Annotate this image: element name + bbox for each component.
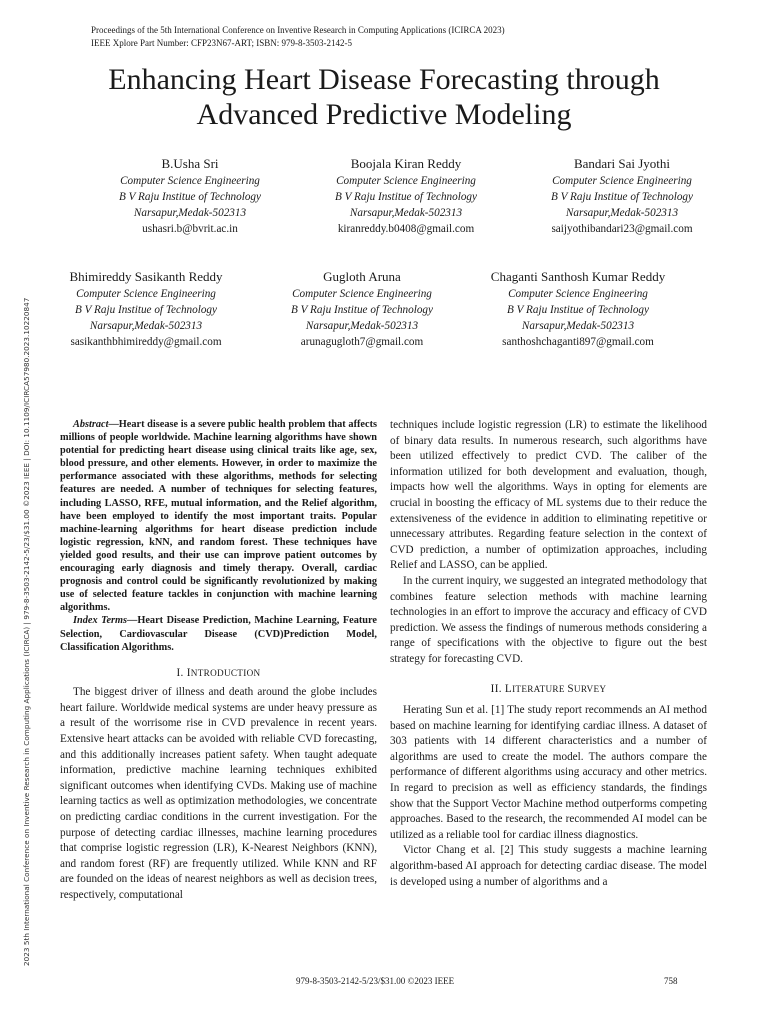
doi-sidebar — [0, 0, 40, 1024]
literature-paragraph: Herating Sun et al. [1] The study report recommends an AI method based on machine learning for identifying cardiac illness. A dataset of 303 patients with 14 different characteristics and a number of algorithms are used to create the model. The authors compare the performance of different algorithms using accuracy and other metrics. In regard to precision as well as efficiency standards, the findings show that the Support Vector Machine method outperforms competing approaches. Based to the research, the recommended AI model can be utilized as a reliable tool for cardiac illness diagnostics. — [390, 704, 707, 841]
introduction-paragraph: The biggest driver of illness and death around the globe includes heart failure. Worldwide medical systems are under heavy pressure as a result of the worrisome rise in CVD prevalence in recent years. Extensive heart attacks can be avoided with reliable CVD forecasting, and this additionally increases patient safety. When taught adequate information, predictive machine learning techniques exhibited significant outcomes when identifying CVDs. Making use of machine learning tactics as well as optimization methodologies, we concentrate on predicting cardiac conditions in the current investigation. For the purpose of detecting cardiac illnesses, machine learning procedures that comprise logistic regression (LR), K-Nearest Neighbors (KNN), and random forest (RF) are frequently utilized. While KNN and RF are founded on the ideas of nearest neighbors as well as decision trees, respectively, computational — [60, 686, 377, 901]
page-number: 758 — [664, 976, 678, 986]
index-terms-text: —Heart Disease Prediction, Machine Learning, Feature Selection, Cardiovascular Disease (CVD)Prediction Model, Classification Algorithms. — [60, 615, 377, 653]
author-block — [470, 268, 686, 350]
author-place: Narsapur,Medak-502313 — [349, 207, 463, 219]
author-institute: B V Raju Institue of Technology — [290, 304, 433, 316]
abstract — [60, 418, 377, 614]
author-email: kiranreddy.b0408@gmail.com — [337, 223, 475, 235]
author-email: santhoshchaganti897@gmail.com — [502, 336, 654, 348]
author-place: Narsapur,Medak-502313 — [305, 320, 419, 332]
author-block — [82, 155, 298, 237]
left-column — [60, 418, 377, 904]
author-dept: Computer Science Engineering — [120, 175, 260, 187]
author-block — [38, 268, 254, 350]
proceedings-line: Proceedings of the 5th International Conference on Inventive Research in Computing Applications (ICIRCA 2023) — [91, 25, 505, 35]
author-institute: B V Raju Institue of Technology — [74, 304, 217, 316]
author-place: Narsapur,Medak-502313 — [521, 320, 635, 332]
author-place: Narsapur,Medak-502313 — [565, 207, 679, 219]
author-dept: Computer Science Engineering — [76, 288, 216, 300]
author-institute: B V Raju Institue of Technology — [118, 191, 261, 203]
author-name: Boojala Kiran Reddy — [350, 156, 462, 171]
ieee-part-line: IEEE Xplore Part Number: CFP23N67-ART; ISBN: 979-8-3503-2142-5 — [91, 38, 352, 48]
authors-row-1 — [0, 155, 768, 237]
author-dept: Computer Science Engineering — [292, 288, 432, 300]
author-institute: B V Raju Institue of Technology — [506, 304, 649, 316]
author-email: arunagugloth7@gmail.com — [300, 336, 424, 348]
authors-row-2 — [0, 268, 768, 350]
author-name: B.Usha Sri — [161, 156, 219, 171]
body-paragraph: techniques include logistic regression (LR) to estimate the likelihood of binary data results. In numerous research, such algorithms have been utilized effectively to predict CVD. The caliber of the information utilized for both development and evaluation, though, impacts how well the algorithms. Ways in opting for elements are crucial in boosting the efficacy of ML systems due to their reduce the extensiveness of the evidence in addition to eliminating repetitive or unnecessary attributes. Regarding feature selection in the context of CVD prediction, a number of optimization approaches, including Relief and LASSO, can be applied. — [390, 419, 707, 572]
author-name: Bhimireddy Sasikanth Reddy — [69, 269, 223, 284]
title-line-2: Advanced Predictive Modeling — [196, 98, 572, 131]
proceedings-header — [91, 24, 505, 50]
author-place: Narsapur,Medak-502313 — [133, 207, 247, 219]
index-terms-lead: Index Terms — [73, 615, 128, 627]
author-email: sasikanthbhimireddy@gmail.com — [70, 336, 222, 348]
body-paragraph: In the current inquiry, we suggested an integrated methodology that combines feature selection methods with machine learning technologies in an effort to improve the accuracy and efficacy of CVD prediction. We assess the findings of numerous methods considering a range of specifications with the objective to figure out the best strategy for forecasting CVD. — [390, 574, 707, 665]
author-dept: Computer Science Engineering — [508, 288, 648, 300]
author-name: Gugloth Aruna — [323, 269, 401, 284]
author-place: Narsapur,Medak-502313 — [89, 320, 203, 332]
literature-paragraph: Victor Chang et al. [2] This study suggests a machine learning algorithm-based AI approach for detecting cardiac disease. The model is developed using a number of algorithms and a — [390, 844, 707, 888]
author-dept: Computer Science Engineering — [552, 175, 692, 187]
abstract-text: —Heart disease is a severe public health problem that affects millions of people worldwide. Machine learning algorithms have shown potential for predicting heart disease using clinical traits like age, sex, blood pressure, and other elements. However, in order to maximize the performance associated with these algorithms, methods for selecting features are needed. A number of techniques for selecting features, including LASSO, RFE, mutual information, and the Relief algorithm, have been employed to identify the most important traits. Popular machine-learning algorithms for heart disease prediction include logistic regression, kNN, and random forest. These techniques have yielded good results, and their use can improve patient outcomes by encouraging early diagnosis and timely therapy. Overall, cardiac prognosis and control could be significantly revolutionized by making use of selected feature tackles in conjunction with machine learning algorithms. — [60, 419, 377, 614]
abstract-lead: Abstract — [73, 419, 109, 430]
author-email: saijyothibandari23@gmail.com — [551, 223, 693, 235]
paper-title — [40, 62, 728, 132]
section-heading-introduction: I. INTRODUCTION — [176, 666, 261, 679]
author-dept: Computer Science Engineering — [336, 175, 476, 187]
author-block — [254, 268, 470, 350]
author-email: ushasri.b@bvrit.ac.in — [142, 223, 238, 235]
index-terms — [60, 614, 377, 653]
footer-copyright: 979-8-3503-2142-5/23/$31.00 ©2023 IEEE — [296, 976, 455, 986]
section-heading-literature-survey: II. LITERATURE SURVEY — [490, 682, 607, 695]
author-block — [514, 155, 730, 237]
author-block — [298, 155, 514, 237]
author-institute: B V Raju Institue of Technology — [334, 191, 477, 203]
author-institute: B V Raju Institue of Technology — [550, 191, 693, 203]
title-line-1: Enhancing Heart Disease Forecasting through — [108, 63, 660, 96]
author-name: Chaganti Santhosh Kumar Reddy — [490, 269, 666, 284]
doi-sidebar-text: 2023 5th International Conference on Inventive Research in Computing Applications (ICIRCA) | 979-8-3503-2142-5/23/$31.00 ©2023 IEEE | DOI: 10.1109/ICIRCA57980.2023.10220847 — [22, 297, 31, 966]
right-column — [390, 418, 707, 890]
author-name: Bandari Sai Jyothi — [573, 156, 671, 171]
